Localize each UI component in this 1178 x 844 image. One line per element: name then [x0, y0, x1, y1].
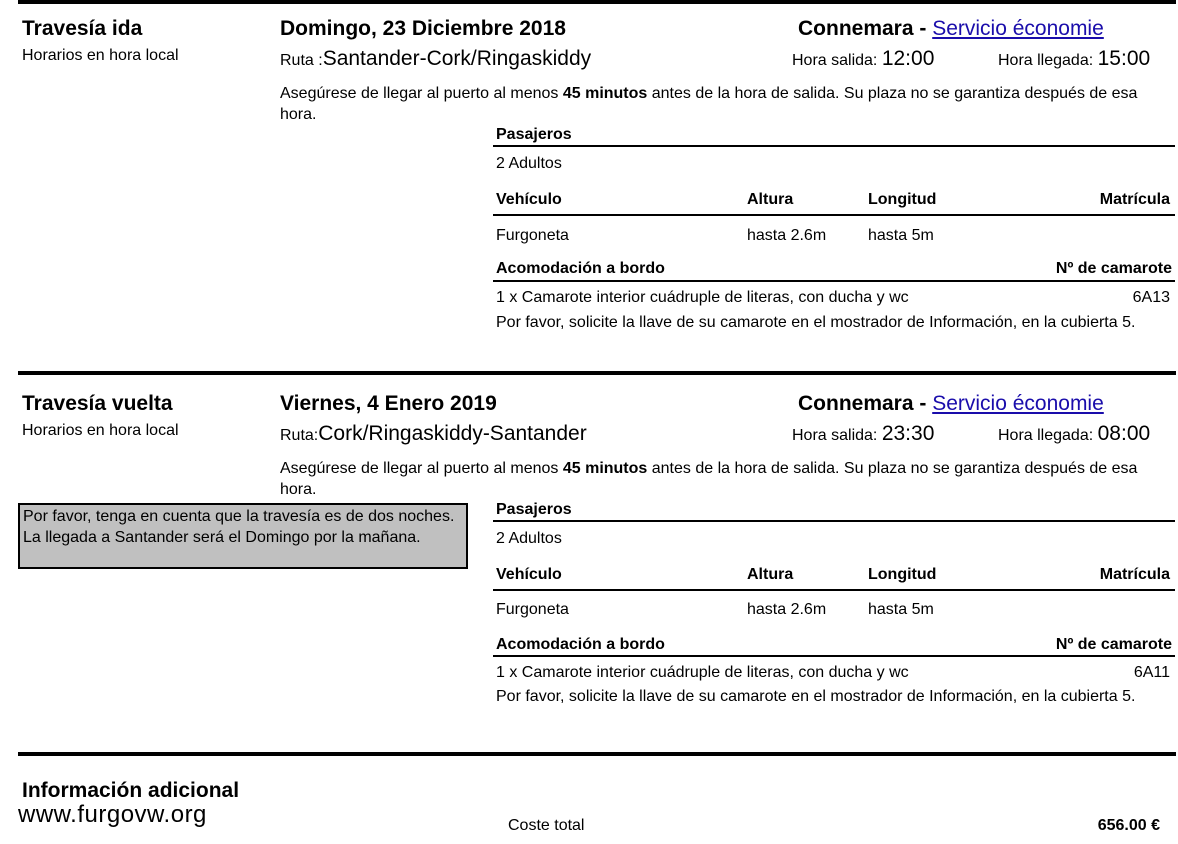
outbound-passengers-header: Pasajeros: [496, 126, 572, 143]
outbound-arrival-time: 15:00: [1097, 47, 1151, 70]
return-passengers: 2 Adultos: [496, 530, 562, 547]
watermark: www.furgovw.org: [18, 801, 207, 828]
outbound-passengers-line: [493, 145, 1175, 147]
return-cabin-number: 6A11: [1133, 664, 1170, 681]
return-date: Viernes, 4 Enero 2019: [280, 392, 497, 415]
return-accommodation-line: [493, 655, 1175, 657]
outbound-height: hasta 2.6m: [747, 227, 827, 244]
outbound-length: hasta 5m: [868, 227, 934, 244]
outbound-length-header: Longitud: [868, 191, 937, 208]
outbound-notice-bold: 45 minutos: [562, 85, 648, 102]
return-passengers-header: Pasajeros: [496, 501, 572, 518]
two-nights-note: Por favor, tenga en cuenta que la travesía es de dos noches. La llegada a Santander será el Domingo por la mañana.: [18, 503, 468, 569]
return-service-link[interactable]: Servicio économie: [932, 392, 1104, 415]
return-length: hasta 5m: [868, 601, 934, 618]
outbound-date: Domingo, 23 Diciembre 2018: [280, 17, 566, 40]
return-notice-pre: Asegúrese de llegar al puerto al menos: [280, 460, 563, 477]
return-departure-time: 23:30: [881, 422, 935, 445]
outbound-route-label: Ruta :: [280, 52, 323, 69]
return-vehicle-line: [493, 589, 1175, 591]
outbound-title: Travesía ida: [22, 17, 143, 40]
outbound-notice: [280, 83, 1160, 125]
outbound-cabin-number: 6A13: [1132, 289, 1170, 306]
top-rule: [18, 0, 1176, 4]
outbound-route: [280, 47, 591, 71]
return-height: hasta 2.6m: [747, 601, 827, 618]
return-title: Travesía vuelta: [22, 392, 173, 415]
outbound-departure: [792, 47, 934, 71]
outbound-notice-pre: Asegúrese de llegar al puerto al menos: [280, 85, 563, 102]
outbound-arrival: [998, 47, 1150, 71]
return-route-label: Ruta:: [280, 427, 319, 444]
return-cabin-header: Nº de camarote: [1055, 636, 1172, 653]
outbound-cabin-header: Nº de camarote: [1055, 260, 1172, 277]
return-length-header: Longitud: [868, 566, 937, 583]
outbound-timezone-note: Horarios en hora local: [22, 47, 179, 64]
outbound-notice-post: antes de la hora de salida. Su plaza no se garantiza después de esa hora.: [280, 85, 1138, 123]
return-ship: [798, 392, 1104, 416]
outbound-passengers: 2 Adultos: [496, 155, 562, 172]
return-arrival-time: 08:00: [1097, 422, 1151, 445]
return-notice-bold: 45 minutos: [562, 460, 648, 477]
outbound-route-value: Santander-Cork/Ringaskiddy: [322, 47, 592, 70]
return-arrival: [998, 422, 1150, 446]
outbound-accommodation: 1 x Camarote interior cuádruple de literas, con ducha y wc: [496, 289, 909, 306]
return-rule: [18, 371, 1176, 375]
return-accommodation-header: Acomodación a bordo: [496, 636, 665, 653]
return-arrival-label: Hora llegada:: [998, 427, 1094, 444]
return-timezone-note: Horarios en hora local: [22, 422, 179, 439]
return-passengers-line: [493, 520, 1175, 522]
return-vehicle: Furgoneta: [496, 601, 569, 618]
return-key-note: Por favor, solicite la llave de su camarote en el mostrador de Información, en la cubierta 5.: [496, 688, 1136, 705]
outbound-accommodation-line: [493, 280, 1175, 282]
return-height-header: Altura: [747, 566, 794, 583]
return-plate-header: Matrícula: [1099, 566, 1170, 583]
total-value: 656.00 €: [1097, 817, 1160, 834]
outbound-vehicle-line: [493, 214, 1175, 216]
return-departure: [792, 422, 934, 446]
outbound-key-note: Por favor, solicite la llave de su camarote en el mostrador de Información, en la cubierta 5.: [496, 314, 1136, 331]
return-notice: [280, 458, 1160, 500]
return-accommodation: 1 x Camarote interior cuádruple de literas, con ducha y wc: [496, 664, 909, 681]
outbound-vehicle-header: Vehículo: [496, 191, 562, 208]
outbound-vehicle: Furgoneta: [496, 227, 569, 244]
additional-rule: [18, 752, 1176, 756]
return-route: [280, 422, 587, 446]
return-vehicle-header: Vehículo: [496, 566, 562, 583]
return-ship-name: Connemara -: [798, 392, 927, 415]
outbound-height-header: Altura: [747, 191, 794, 208]
outbound-accommodation-header: Acomodación a bordo: [496, 260, 665, 277]
outbound-ship-name: Connemara -: [798, 17, 927, 40]
return-route-value: Cork/Ringaskiddy-Santander: [318, 422, 587, 445]
additional-title: Información adicional: [22, 779, 240, 802]
outbound-arrival-label: Hora llegada:: [998, 52, 1094, 69]
outbound-departure-label: Hora salida:: [792, 52, 878, 69]
outbound-plate-header: Matrícula: [1099, 191, 1170, 208]
outbound-service-link[interactable]: Servicio économie: [932, 17, 1104, 40]
outbound-ship: [798, 17, 1104, 41]
outbound-departure-time: 12:00: [881, 47, 935, 70]
total-label: Coste total: [508, 817, 585, 834]
return-departure-label: Hora salida:: [792, 427, 878, 444]
return-notice-post: antes de la hora de salida. Su plaza no se garantiza después de esa hora.: [280, 460, 1138, 498]
